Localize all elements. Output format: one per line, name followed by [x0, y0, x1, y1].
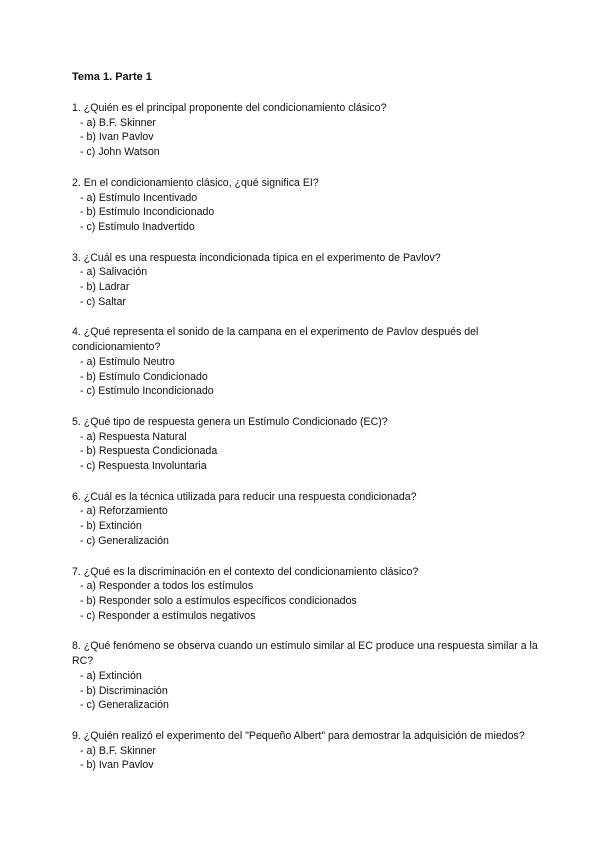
question-text: 7. ¿Qué es la discriminación en el contexto del condicionamiento clásico? — [72, 565, 419, 578]
option-list — [72, 355, 542, 399]
question-4 — [72, 325, 542, 399]
option-list — [72, 430, 542, 474]
option-list — [72, 191, 542, 235]
question-text: 3. ¿Cuál es una respuesta incondicionada típica en el experimento de Pavlov? — [72, 251, 441, 264]
question-text: 4. ¿Qué representa el sonido de la campana en el experimento de Pavlov después del condicionamiento? — [72, 326, 479, 354]
document-page — [72, 70, 542, 789]
question-text: 1. ¿Quién es el principal proponente del condicionamiento clásico? — [72, 102, 387, 114]
option-a: - a) B.F. Skinner — [80, 744, 156, 757]
option-a: - a) Reforzamiento — [80, 505, 168, 518]
option-a: - a) Estímulo Neutro — [80, 355, 175, 368]
question-3 — [72, 251, 542, 310]
option-list — [72, 116, 542, 160]
question-2 — [72, 176, 542, 235]
option-a: - a) Salivación — [80, 266, 148, 279]
option-b: - b) Extinción — [80, 520, 142, 533]
option-list — [72, 504, 542, 548]
option-b: - b) Responder solo a estímulos específicos condicionados — [80, 594, 357, 607]
option-b: - b) Discriminación — [80, 684, 168, 697]
question-7 — [72, 565, 542, 624]
option-c: - c) Estímulo Incondicionado — [80, 385, 214, 398]
option-c: - c) Respuesta Involuntaria — [80, 460, 207, 473]
option-a: - a) B.F. Skinner — [80, 116, 156, 129]
option-c: - c) Responder a estímulos negativos — [80, 609, 256, 622]
option-a: - a) Estímulo Incentivado — [80, 191, 198, 204]
question-text: 9. ¿Quién realizó el experimento del "Pequeño Albert" para demostrar la adquisición de miedos? — [72, 729, 525, 742]
question-6 — [72, 490, 542, 549]
option-a: - a) Respuesta Natural — [80, 430, 187, 443]
document-title: Tema 1. Parte 1 — [72, 71, 152, 83]
option-list — [72, 579, 542, 623]
question-text: 2. En el condicionamiento clásico, ¿qué significa EI? — [72, 176, 319, 189]
option-c: - c) Saltar — [80, 295, 126, 308]
option-a: - a) Extinción — [80, 669, 142, 682]
option-list — [72, 669, 542, 713]
option-c: - c) Generalización — [80, 699, 169, 712]
option-list — [72, 744, 542, 773]
question-1 — [72, 101, 542, 160]
option-b: - b) Ladrar — [80, 281, 130, 294]
option-c: - c) John Watson — [80, 146, 160, 159]
option-b: - b) Estímulo Incondicionado — [80, 206, 215, 219]
question-text: 8. ¿Qué fenómeno se observa cuando un estímulo similar al EC produce una respuesta similar a la RC? — [72, 640, 538, 668]
option-list — [72, 265, 542, 309]
option-b: - b) Respuesta Condicionada — [80, 445, 218, 458]
question-text: 6. ¿Cuál es la técnica utilizada para reducir una respuesta condicionada? — [72, 490, 417, 503]
option-b: - b) Ivan Pavlov — [80, 759, 154, 772]
question-5 — [72, 415, 542, 474]
question-9 — [72, 729, 542, 773]
question-text: 5. ¿Qué tipo de respuesta genera un Estímulo Condicionado (EC)? — [72, 415, 388, 428]
option-b: - b) Ivan Pavlov — [80, 131, 154, 144]
option-a: - a) Responder a todos los estímulos — [80, 580, 254, 593]
option-c: - c) Estímulo Inadvertido — [80, 220, 195, 233]
option-c: - c) Generalización — [80, 534, 169, 547]
question-8 — [72, 639, 542, 713]
option-b: - b) Estímulo Condicionado — [80, 370, 208, 383]
